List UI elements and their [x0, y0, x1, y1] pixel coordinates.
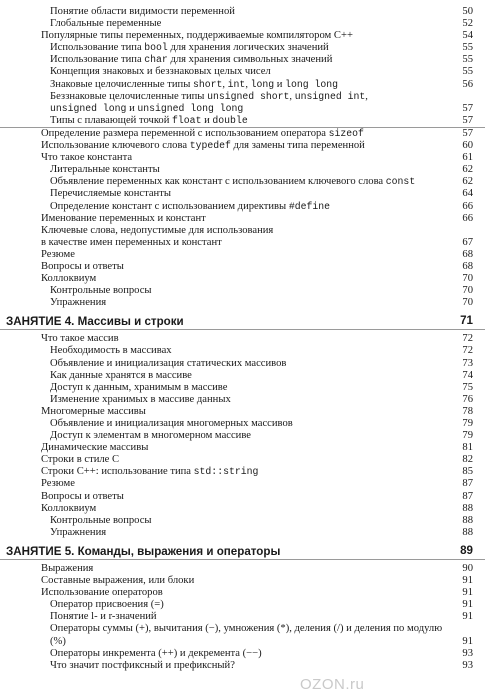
entry-title: Доступ к данным, хранимым в массиве — [50, 381, 228, 393]
page-number: 88 — [462, 514, 473, 526]
page-number: 73 — [462, 357, 473, 369]
page-number: 50 — [462, 6, 473, 17]
page-number: 60 — [462, 140, 473, 152]
entry-title: Ключевые слова, недопустимые для использования — [41, 224, 274, 236]
page-number: 55 — [462, 54, 473, 66]
page-number: 62 — [462, 176, 473, 188]
entry-title — [41, 128, 364, 139]
toc-entry — [0, 503, 485, 515]
entry-title: Операторы суммы (+), вычитания (−), умножения (*), деления (/) и деления по модулю (%) — [50, 623, 443, 647]
entry-text: Определение констант с использованием директивы — [50, 200, 289, 212]
entry-title: Выражения — [41, 562, 94, 574]
entry-text: Объявление переменных как констант с использованием ключевого слова — [50, 176, 386, 188]
entry-title — [41, 466, 258, 477]
page-number: 70 — [462, 285, 473, 297]
entry-text: и — [201, 114, 213, 126]
page-number: 81 — [462, 442, 473, 454]
chapter-heading — [0, 315, 485, 330]
page-number: 52 — [462, 18, 473, 30]
page-number: 61 — [462, 152, 473, 164]
code-term: #define — [288, 200, 330, 212]
entry-text: и — [274, 78, 286, 90]
code-term: int — [227, 78, 246, 90]
entry-title: Оператор присвоения (=) — [50, 599, 164, 611]
entry-title: Понятие области видимости переменной — [50, 6, 235, 17]
page-number: 55 — [462, 66, 473, 78]
entry-title: Упражнения — [50, 526, 107, 538]
code-term: std::string — [193, 466, 259, 478]
entry-text: Строки C++: использование типа — [41, 466, 194, 478]
entry-title — [41, 140, 365, 151]
code-term: float — [172, 114, 202, 126]
entry-title: Контрольные вопросы — [50, 285, 152, 297]
toc-entry — [0, 164, 485, 176]
toc-entry — [0, 91, 485, 103]
page-number: 56 — [462, 78, 473, 90]
entry-text: Использование ключевого слова — [41, 140, 190, 152]
page-number: 89 — [460, 543, 473, 557]
toc-entry — [0, 382, 485, 394]
page-number: 79 — [462, 430, 473, 442]
entry-title: Именование переменных и констант — [41, 212, 206, 224]
entry-text: и — [126, 102, 138, 114]
entry-title: Объявление и инициализация многомерных массивов — [50, 418, 293, 429]
toc-entry — [0, 491, 485, 503]
entry-title: Строки в стиле C — [41, 454, 120, 466]
page-number: 66 — [462, 200, 473, 212]
toc-entry — [0, 79, 485, 91]
entry-title — [50, 91, 368, 102]
toc-entry — [0, 345, 485, 357]
entry-title: Использование операторов — [41, 587, 163, 599]
toc-entry — [0, 128, 485, 140]
page-number: 88 — [462, 502, 473, 514]
page-number: 64 — [462, 188, 473, 200]
code-term: long long — [285, 78, 339, 90]
entry-title: Концепция знаковых и беззнаковых целых чисел — [50, 66, 271, 78]
page-number: 91 — [462, 635, 473, 647]
toc-entry — [0, 66, 485, 78]
page-number: 55 — [462, 42, 473, 54]
toc-entry — [0, 575, 485, 587]
toc-entry — [0, 273, 485, 285]
entry-title: Что значит постфиксный и префиксный? — [50, 659, 235, 671]
page-number: 87 — [462, 478, 473, 490]
entry-text: , — [245, 78, 251, 90]
entry-title: Коллоквиум — [41, 273, 97, 285]
page-number: 72 — [462, 345, 473, 357]
entry-text: для хранения логических значений — [167, 42, 329, 54]
toc-entry — [0, 261, 485, 273]
page-number: 82 — [462, 454, 473, 466]
toc-entry — [0, 30, 485, 42]
page-number: 76 — [462, 393, 473, 405]
chapter-title: ЗАНЯТИЕ 5. Команды, выражения и операторы — [6, 544, 281, 558]
entry-text: Определение размера переменной с использованием оператора — [41, 127, 329, 139]
toc-entry — [0, 18, 485, 30]
entry-title: Глобальные переменные — [50, 18, 162, 30]
toc-entry — [0, 188, 485, 200]
toc-entry — [0, 213, 485, 225]
chapter-title: ЗАНЯТИЕ 4. Массивы и строки — [6, 315, 184, 329]
toc-entry — [0, 478, 485, 490]
page-number: 54 — [462, 30, 473, 42]
page-number: 91 — [462, 611, 473, 623]
page-number: 91 — [462, 587, 473, 599]
toc-entry — [0, 103, 485, 115]
entry-title: Доступ к элементам в многомерном массиве — [50, 430, 251, 442]
entry-title: в качестве имен переменных и констант — [41, 236, 222, 248]
entry-text: Использование типа — [50, 54, 145, 66]
entry-title — [50, 176, 415, 187]
page-number: 90 — [462, 562, 473, 574]
entry-title: Объявление и инициализация статических массивов — [50, 357, 287, 369]
entry-title: Литеральные константы — [50, 164, 160, 176]
page-number: 70 — [462, 273, 473, 285]
code-term: unsigned short — [207, 90, 290, 102]
toc-entry — [0, 563, 485, 575]
entry-text: Беззнаковые целочисленные типы — [50, 90, 208, 102]
code-term: typedef — [189, 140, 231, 152]
page-number: 57 — [462, 114, 473, 126]
page-number: 85 — [462, 466, 473, 478]
entry-title: Понятие l- и r-значений — [50, 611, 157, 623]
page-number: 57 — [462, 127, 473, 139]
entry-title — [50, 42, 329, 53]
watermark: OZON.ru — [300, 676, 365, 693]
entry-title: Упражнения — [50, 297, 107, 309]
entry-title: Операторы инкремента (++) и декремента (−−) — [50, 647, 262, 659]
code-term: unsigned long long — [137, 102, 244, 114]
toc-entry — [0, 442, 485, 454]
toc-entry — [0, 394, 485, 406]
page-number: 93 — [462, 647, 473, 659]
entry-title: Вопросы и ответы — [41, 490, 124, 502]
entry-title: Что такое массив — [41, 333, 119, 345]
toc-entry — [0, 660, 485, 672]
toc-entry — [0, 430, 485, 442]
toc-entry — [0, 140, 485, 152]
entry-title: Перечисляемые константы — [50, 188, 171, 200]
entry-title: Многомерные массивы — [41, 405, 146, 417]
entry-text: для хранения символьных значений — [167, 54, 333, 66]
entry-title: Необходимость в массивах — [50, 345, 172, 357]
entry-title: Вопросы и ответы — [41, 260, 124, 272]
entry-title: Динамические массивы — [41, 442, 149, 454]
toc-entry — [0, 623, 485, 647]
entry-title: Резюме — [41, 248, 75, 260]
toc-entry — [0, 333, 485, 345]
chapter-heading — [0, 545, 485, 560]
page-number: 91 — [462, 599, 473, 611]
entry-text: для замены типа переменной — [230, 140, 365, 152]
entry-title — [50, 103, 243, 114]
page-number: 57 — [462, 102, 473, 114]
entry-text: Типы с плавающей точкой — [50, 114, 173, 126]
entry-title — [50, 54, 332, 65]
entry-title: Контрольные вопросы — [50, 514, 152, 526]
code-term: char — [144, 54, 168, 66]
entry-title: Коллоквиум — [41, 502, 97, 514]
toc-entry — [0, 599, 485, 611]
page-number: 70 — [462, 297, 473, 309]
page-number: 68 — [462, 260, 473, 272]
entry-text: , — [222, 78, 228, 90]
toc-entry — [0, 587, 485, 599]
entry-title: Изменение хранимых в массиве данных — [50, 393, 231, 405]
toc-entry — [0, 527, 485, 539]
entry-title: Составные выражения, или блоки — [41, 575, 195, 587]
toc-entry — [0, 249, 485, 261]
toc-entry — [0, 648, 485, 660]
code-term: double — [212, 114, 248, 126]
page-number: 68 — [462, 248, 473, 260]
entry-title — [50, 201, 330, 212]
code-term: bool — [144, 42, 168, 54]
entry-title — [50, 115, 248, 126]
toc-entry — [0, 225, 485, 237]
toc-entry — [0, 454, 485, 466]
code-term: unsigned long — [50, 102, 127, 114]
page-number: 66 — [462, 212, 473, 224]
page-number: 74 — [462, 369, 473, 381]
toc-entry — [0, 115, 485, 128]
page-number: 71 — [460, 314, 473, 328]
toc-entry — [0, 515, 485, 527]
entry-title — [50, 79, 338, 90]
toc-entry — [0, 6, 485, 18]
toc-entry — [0, 297, 485, 309]
page-number: 91 — [462, 575, 473, 587]
toc-entry — [0, 370, 485, 382]
page-number: 72 — [462, 333, 473, 345]
page-number: 67 — [462, 236, 473, 248]
page-number: 87 — [462, 490, 473, 502]
toc-entry — [0, 611, 485, 623]
code-term: unsigned int — [294, 90, 366, 102]
page-number: 78 — [462, 405, 473, 417]
page-number: 79 — [462, 418, 473, 429]
entry-title: Как данные хранятся в массиве — [50, 369, 192, 381]
entry-title: Популярные типы переменных, поддерживаемые компилятором C++ — [41, 30, 353, 42]
entry-text: Использование типа — [50, 42, 145, 54]
toc-entry — [0, 466, 485, 478]
page-number: 93 — [462, 659, 473, 671]
code-term: long — [250, 78, 275, 90]
entry-text: Знаковые целочисленные типы — [50, 78, 193, 90]
toc-entry — [0, 418, 485, 430]
toc-entry — [0, 42, 485, 54]
toc-entry — [0, 358, 485, 370]
code-term: sizeof — [328, 127, 364, 139]
table-of-contents — [0, 6, 485, 672]
entry-title: Что такое константа — [41, 152, 133, 164]
page-number: 62 — [462, 164, 473, 176]
toc-entry — [0, 285, 485, 297]
toc-entry — [0, 54, 485, 66]
toc-entry — [0, 176, 485, 188]
code-term: const — [385, 176, 416, 188]
page-number: 75 — [462, 381, 473, 393]
toc-entry — [0, 406, 485, 418]
toc-entry — [0, 201, 485, 213]
toc-entry — [0, 152, 485, 164]
page-number: 88 — [462, 526, 473, 538]
entry-text: , — [289, 90, 295, 102]
code-term: short — [192, 78, 223, 90]
entry-title: Резюме — [41, 478, 75, 490]
toc-entry — [0, 237, 485, 249]
entry-text: , — [365, 90, 368, 102]
